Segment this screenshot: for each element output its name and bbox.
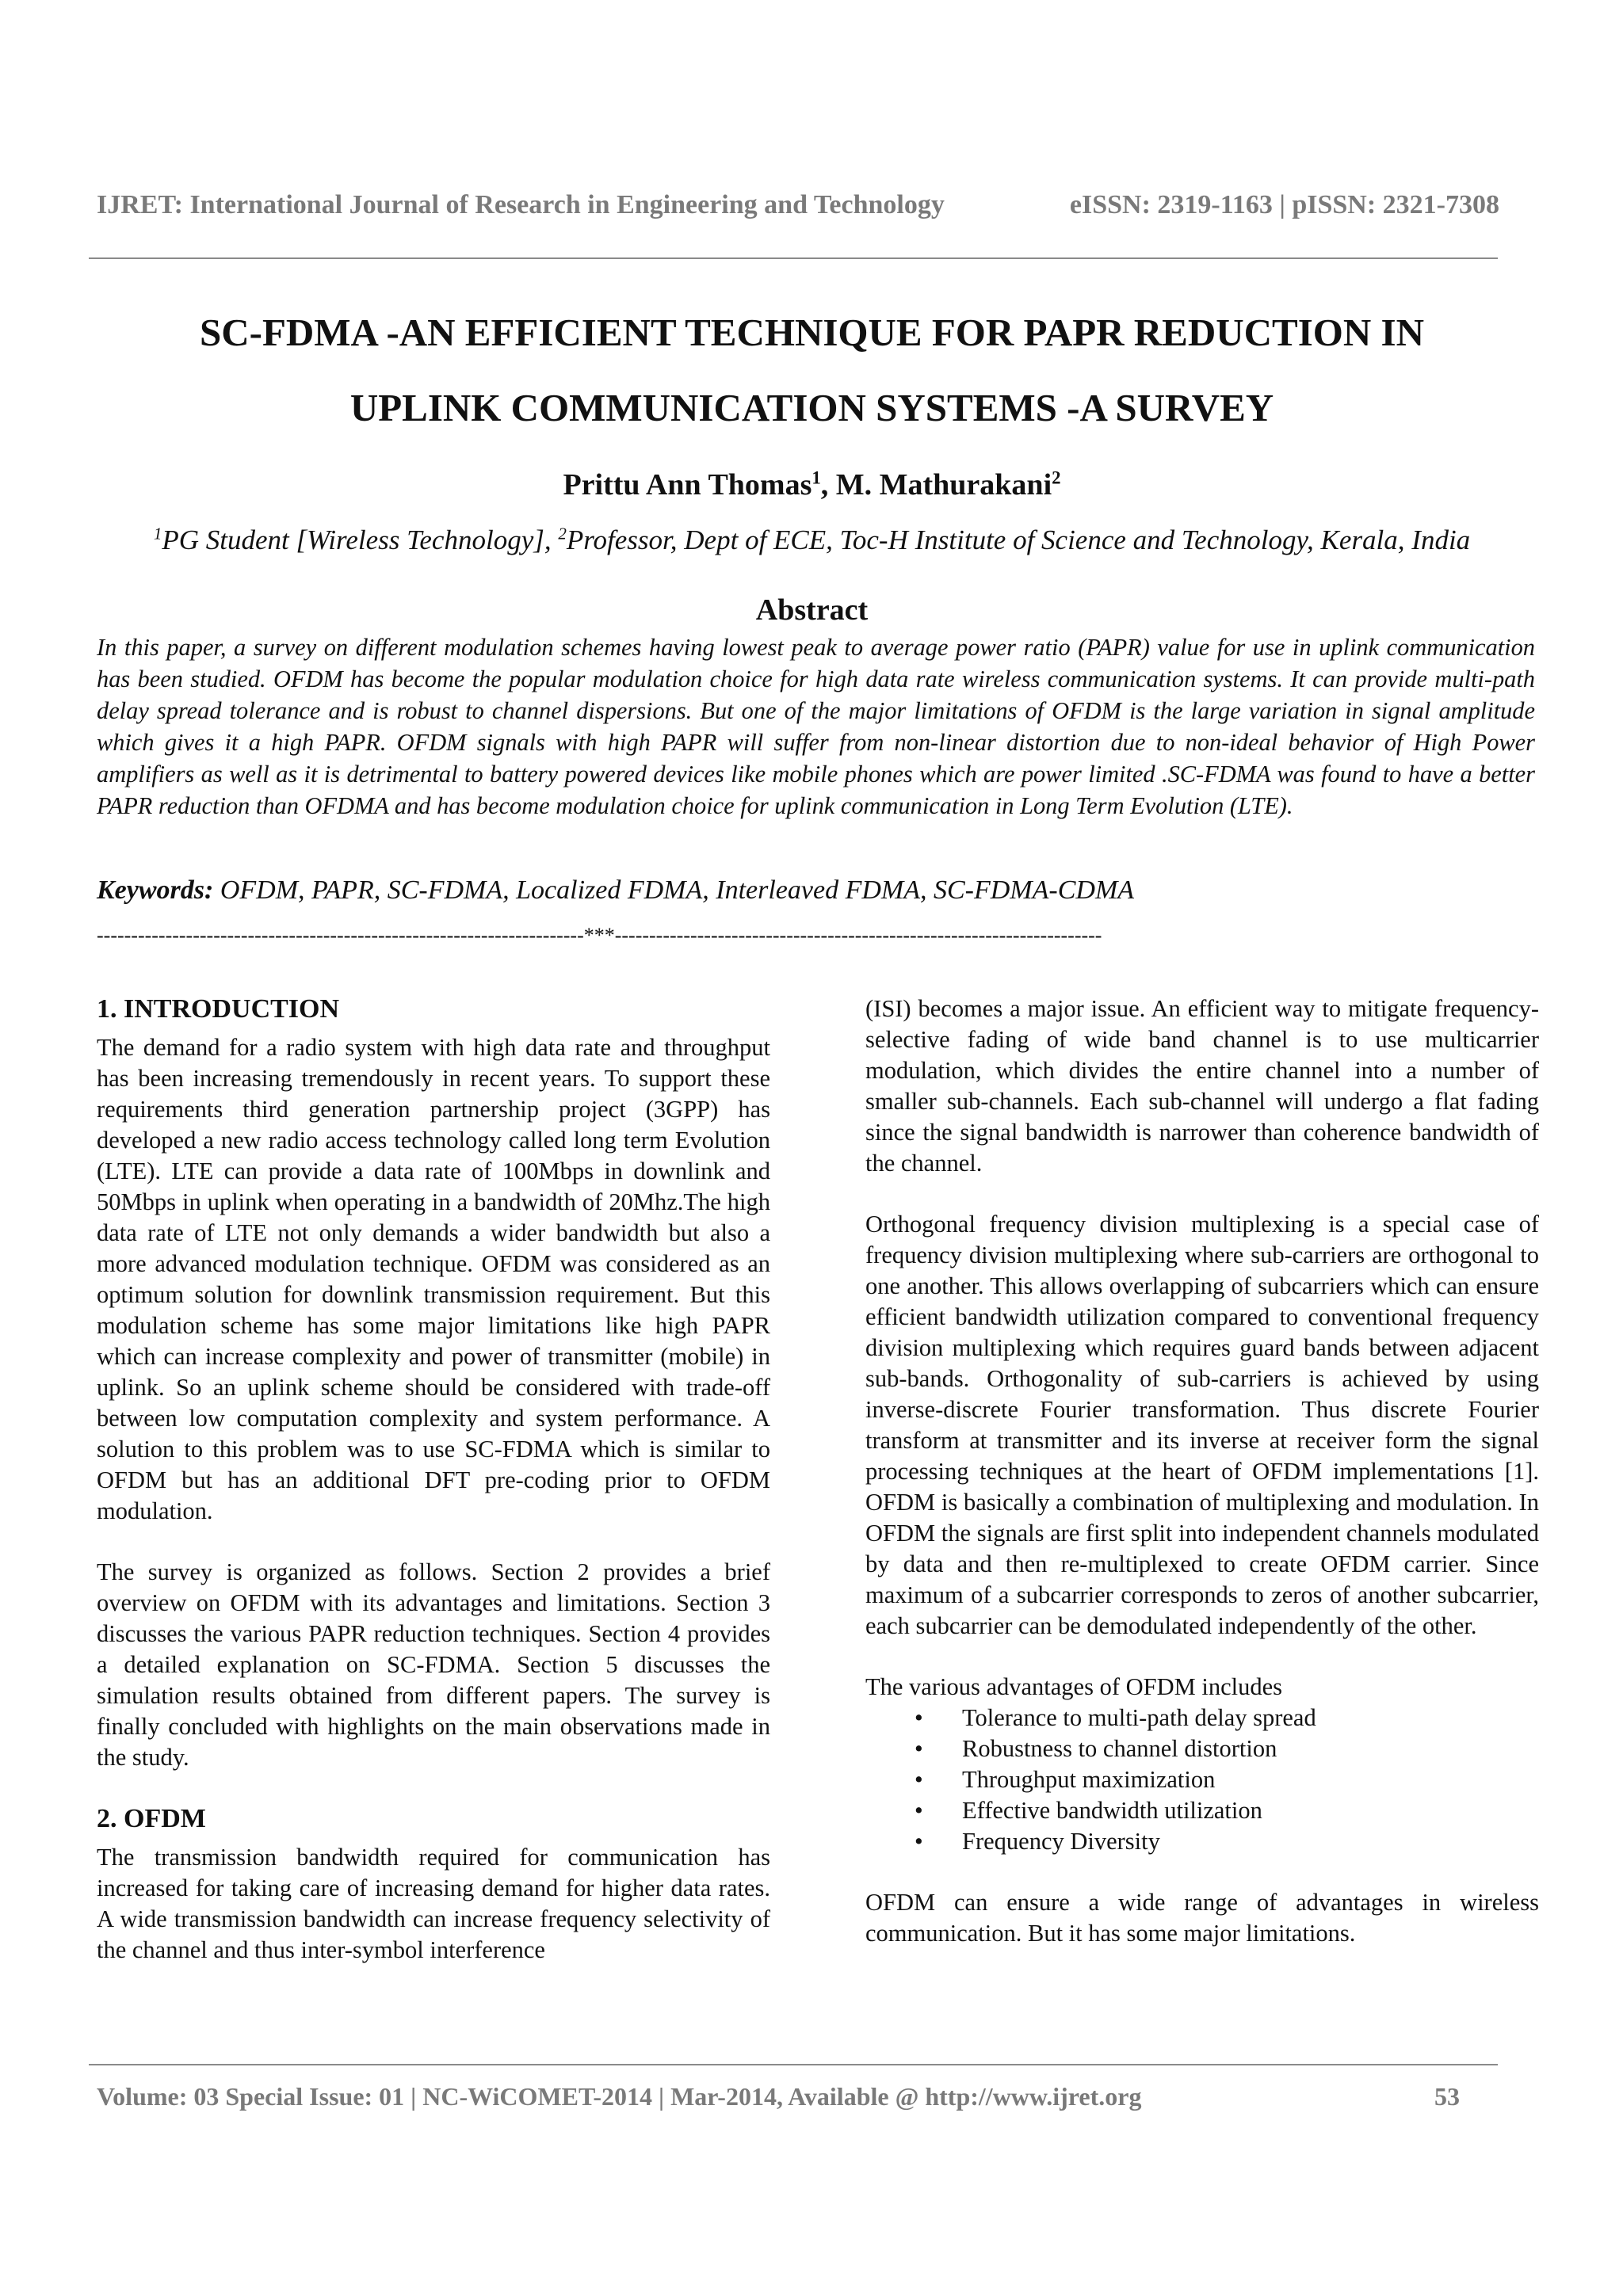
body-paragraph: (ISI) becomes a major issue. An efficient way to mitigate frequency-selective fading of wide band channel is to use multicarrier modulation, which divides the entire channel into a number of smaller sub-channels. Each sub-channel will undergo a flat fading since the signal bandwidth is narrower than coherence bandwidth of the channel. xyxy=(865,995,1539,1177)
list-item: • Throughput maximization xyxy=(865,1764,1539,1795)
title-line-2: UPLINK COMMUNICATION SYSTEMS -A SURVEY xyxy=(349,386,1274,429)
section-heading: 1. INTRODUCTION xyxy=(97,994,340,1024)
keywords-text: OFDM, PAPR, SC-FDMA, Localized FDMA, Interleaved FDMA, SC-FDMA-CDMA xyxy=(213,875,1135,905)
issn-info: eISSN: 2319-1163 | pISSN: 2321-7308 xyxy=(1069,190,1499,219)
body-paragraph: The transmission bandwidth required for communication has increased for taking care of increasing demand for higher data rates. A wide transmission bandwidth can increase frequency selectivity of the channel and thus inter-symbol interference xyxy=(97,1844,770,1963)
journal-name: IJRET: International Journal of Research in Engineering and Technology xyxy=(97,190,945,219)
page-number: 53 xyxy=(1434,2082,1460,2111)
list-item: • Effective bandwidth utilization xyxy=(865,1795,1539,1826)
author-name: Prittu Ann Thomas xyxy=(563,468,812,502)
list-intro: The various advantages of OFDM includes xyxy=(865,1673,1283,1700)
body-paragraph: Orthogonal frequency division multiplexing is a special case of frequency division multiplexing where sub-carriers are orthogonal to one another. This allows overlapping of subcarriers which can ensure efficient bandwidth utilization compared to conventional frequency division multiplexing which requires guard bands between adjacent sub-bands. Orthogonality of sub-carriers is achieved by using inverse-discrete Fourier transformation. Thus discrete Fourier transform at transmitter and its inverse at receiver form the signal processing techniques at the heart of OFDM implementations [1]. OFDM is basically a combination of multiplexing and modulation. In OFDM the signals are first split into independent channels modulated by data and then re-multiplexed to create OFDM carrier. Since maximum of a subcarrier corresponds to zeros of another subcarrier, each subcarrier can be demodulated independently of the other. xyxy=(865,1211,1539,1639)
section-separator: -----------------------------------------------------------------------***----------------------------------------------------------------------- xyxy=(97,924,1102,947)
bullet-icon: • xyxy=(915,1766,923,1793)
section-heading: 2. OFDM xyxy=(97,1804,206,1833)
author-name: M. Mathurakani xyxy=(835,468,1052,502)
right-column xyxy=(865,994,1539,1949)
affiliation-superscript: 1 xyxy=(153,524,162,543)
keywords-label: Keywords: xyxy=(97,875,214,905)
author-superscript: 1 xyxy=(812,467,821,488)
footer-volume-info: Volume: 03 Special Issue: 01 | NC-WiCOMET-2014 | Mar-2014, Available @ http://www.ijret.org xyxy=(97,2082,1142,2111)
bullet-icon: • xyxy=(915,1828,923,1855)
list-item: • Frequency Diversity xyxy=(865,1826,1539,1857)
list-item: • Robustness to channel distortion xyxy=(865,1733,1539,1764)
abstract-text: In this paper, a survey on different modulation schemes having lowest peak to average power ratio (PAPR) value for use in uplink communication has been studied. OFDM has become the popular modulation choice for high data rate wireless communication systems. It can provide multi-path delay spread tolerance and is robust to channel dispersions. But one of the major limitations of OFDM is the large variation in signal amplitude which gives it a high PAPR. OFDM signals with high PAPR will suffer from non-linear distortion due to non-ideal behavior of High Power amplifiers as well as it is detrimental to battery powered devices like mobile phones which are power limited .SC-FDMA was found to have a better PAPR reduction than OFDMA and has become modulation choice for uplink communication in Long Term Evolution (LTE). xyxy=(97,634,1535,819)
author-separator: , xyxy=(820,468,836,502)
affiliation xyxy=(89,524,1535,556)
bullet-icon: • xyxy=(915,1735,923,1762)
body-paragraph: The survey is organized as follows. Section 2 provides a brief overview on OFDM with its advantages and limitations. Section 3 discusses the various PAPR reduction techniques. Section 4 provides a detailed explanation on SC-FDMA. Section 5 discusses the simulation results obtained from different papers. The survey is finally concluded with highlights on the main observations made in the study. xyxy=(97,1558,770,1771)
title-line-1: SC-FDMA -AN EFFICIENT TECHNIQUE FOR PAPR REDUCTION IN xyxy=(200,311,1424,354)
paper-title xyxy=(89,295,1535,445)
author-list xyxy=(89,467,1535,502)
body-paragraph: OFDM can ensure a wide range of advantages in wireless communication. But it has some major limitations. xyxy=(865,1889,1539,1947)
abstract-heading: Abstract xyxy=(755,593,869,627)
body-paragraph: The demand for a radio system with high data rate and throughput has been increasing tremendously in recent years. To support these requirements third generation partnership project (3GPP) has developed a new radio access technology called long term Evolution (LTE). LTE can provide a data rate of 100Mbps in downlink and 50Mbps in uplink when operating in a bandwidth of 20Mhz.The high data rate of LTE not only demands a wider bandwidth but also a more advanced modulation technique. OFDM was considered as an optimum solution for downlink transmission requirement. But this modulation scheme has some major limitations like high PAPR which can increase complexity and power of transmitter (mobile) in uplink. So an uplink scheme should be considered with trade-off between low computation complexity and system performance. A solution to this problem was to use SC-FDMA which is similar to OFDM but has an additional DFT pre-coding prior to OFDM modulation. xyxy=(97,1034,770,1524)
bullet-icon: • xyxy=(915,1797,923,1824)
affiliation-text: Professor, Dept of ECE, Toc-H Institute of Science and Technology, Kerala, India xyxy=(566,524,1471,555)
advantages-list xyxy=(865,1703,1539,1857)
bullet-icon: • xyxy=(915,1704,923,1731)
left-column xyxy=(97,994,770,1966)
author-superscript: 2 xyxy=(1052,467,1061,488)
header-rule xyxy=(89,257,1498,259)
keywords xyxy=(97,875,1535,906)
affiliation-superscript: 2 xyxy=(558,524,567,543)
footer-rule xyxy=(89,2064,1498,2065)
affiliation-text: PG Student [Wireless Technology], xyxy=(162,524,559,555)
running-header xyxy=(97,190,1499,230)
list-item: • Tolerance to multi-path delay spread xyxy=(865,1703,1539,1733)
